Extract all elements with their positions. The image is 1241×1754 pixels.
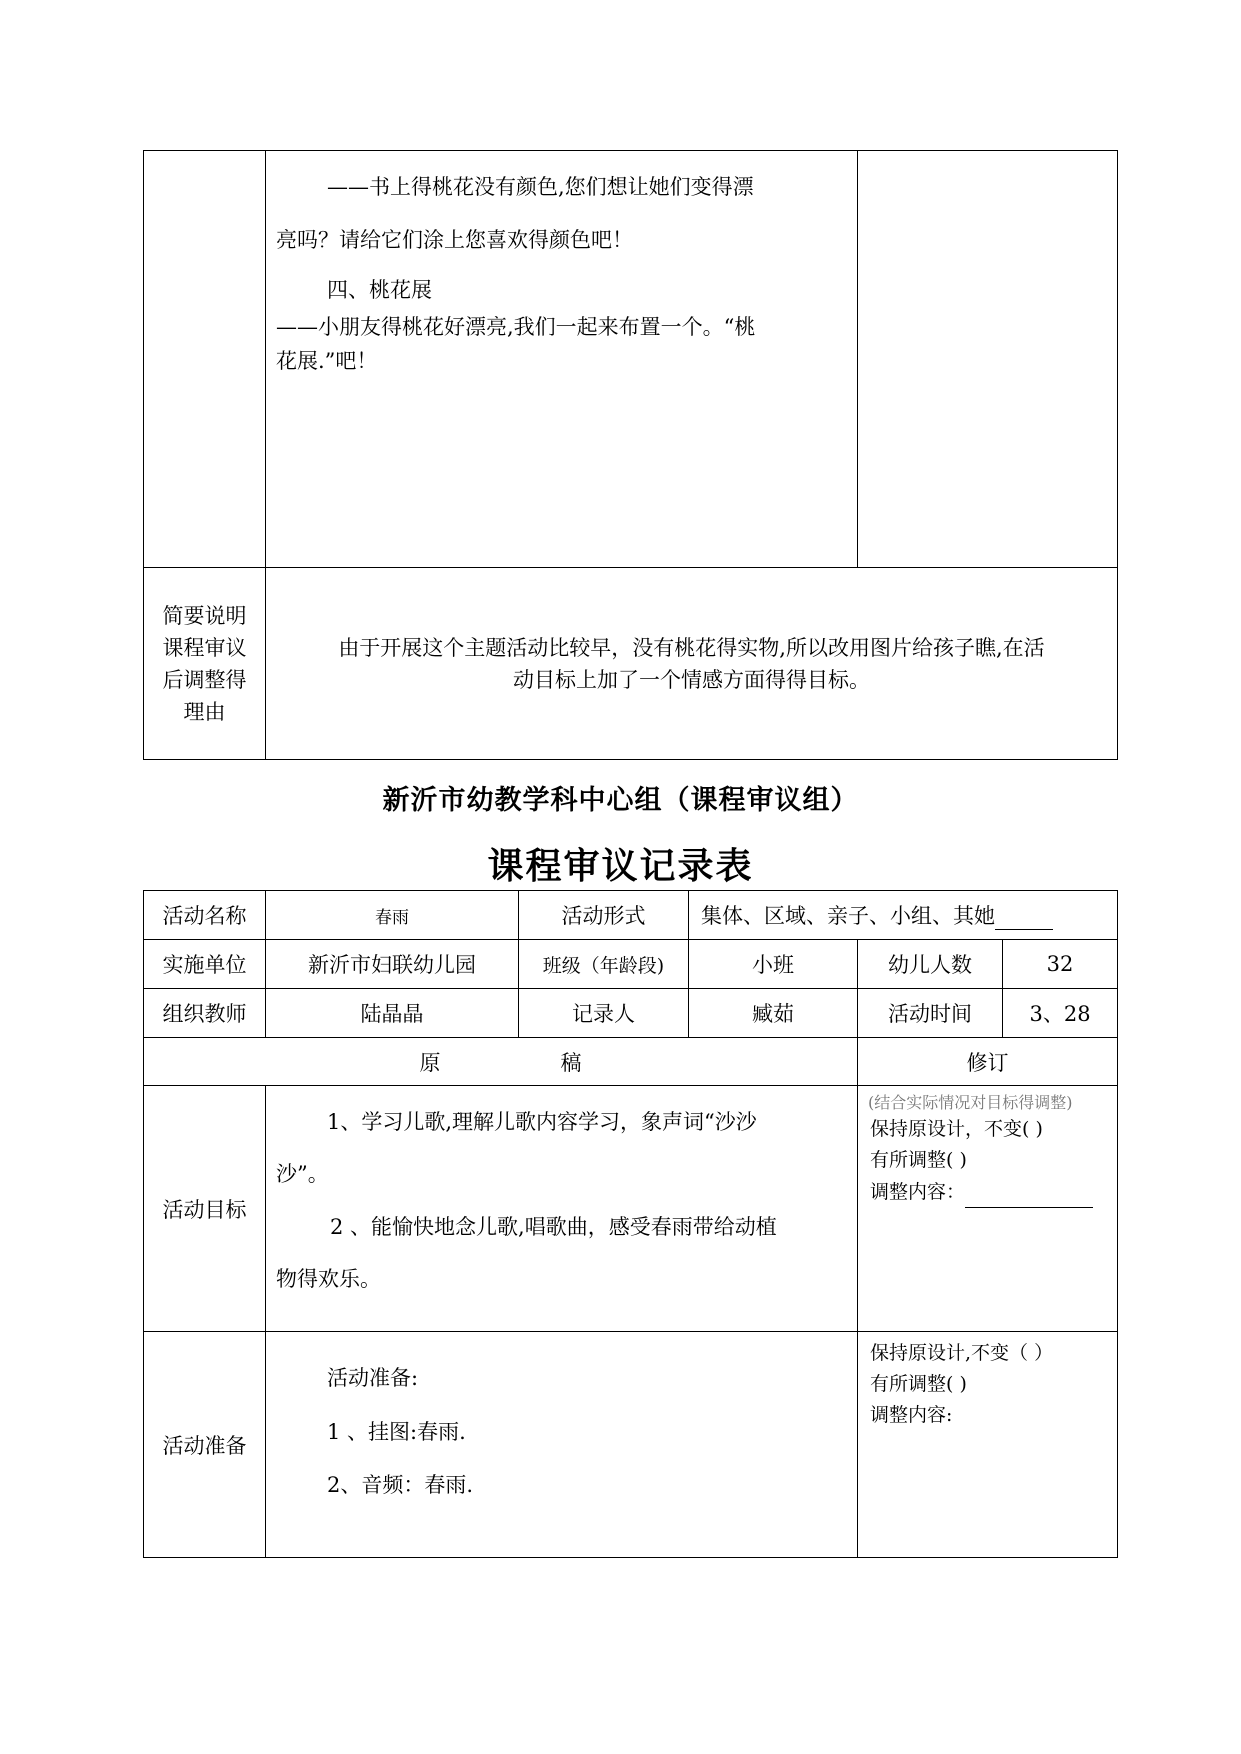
- content-line: 亮吗？请给它们涂上您喜欢得颜色吧！: [276, 228, 633, 252]
- original-draft-header: 原 稿: [144, 1038, 858, 1086]
- reason-label-line: 简要说明: [162, 603, 247, 628]
- revision-note: (结合实际情况对目标得调整): [868, 1093, 1073, 1112]
- activity-name-value: 春雨: [266, 891, 519, 940]
- continuation-table: [143, 150, 1118, 760]
- activity-time-value: 3、28: [1003, 989, 1118, 1038]
- reason-text-cell: [266, 568, 1118, 760]
- label-teacher: 组织教师: [144, 989, 266, 1038]
- label-recorder: 记录人: [519, 989, 689, 1038]
- prep-content: [266, 1332, 858, 1558]
- goal-line: 物得欢乐。: [276, 1267, 381, 1291]
- prep-label: 活动准备: [144, 1332, 266, 1558]
- goal-line: 2 、能愉快地念儿歌,唱歌曲，感受春雨带给动植: [330, 1215, 777, 1239]
- content-line: ——小朋友得桃花好漂亮,我们一起来布置一个。“桃: [276, 315, 756, 339]
- recorder-value: 臧茹: [689, 989, 858, 1038]
- organization-heading: 新沂市幼教学科中心组（课程审议组）: [382, 785, 859, 816]
- label-child-count: 幼儿人数: [858, 940, 1003, 989]
- revision-cell: [858, 151, 1118, 568]
- activity-form-value: 集体、区域、亲子、小组、其她: [689, 891, 1118, 940]
- empty-label-cell: [144, 151, 266, 568]
- goal-line: 1、学习儿歌,理解儿歌内容学习，象声词“沙沙: [327, 1110, 757, 1134]
- label-activity-name: 活动名称: [144, 891, 266, 940]
- adjust-content-field: 调整内容:: [870, 1404, 953, 1426]
- activity-content-cell: [266, 151, 858, 568]
- goals-content: [266, 1086, 858, 1332]
- reason-label-line: 理由: [183, 699, 226, 724]
- adjust-content-field: 调整内容：: [870, 1176, 1117, 1208]
- teacher-value: 陆晶晶: [266, 989, 519, 1038]
- goals-revision: [858, 1086, 1118, 1332]
- course-review-record-table: [143, 890, 1118, 1558]
- keep-design-option: 保持原设计，不变( ): [870, 1118, 1043, 1140]
- revision-header: 修订: [858, 1038, 1118, 1086]
- reason-label-cell: [144, 568, 266, 760]
- content-line: 花展.”吧！: [276, 349, 378, 373]
- prep-line: 活动准备:: [327, 1366, 419, 1390]
- goal-line: 沙”。: [276, 1162, 329, 1186]
- reason-line: 由于开展这个主题活动比较早，没有桃花得实物,所以改用图片给孩子瞧,在活: [338, 635, 1045, 660]
- blank-fill-line: [965, 1176, 1093, 1208]
- prep-line: 2、音频：春雨.: [327, 1473, 474, 1497]
- prep-line: 1 、挂图:春雨.: [327, 1420, 466, 1444]
- reason-line: 动目标上加了一个情感方面得得目标。: [513, 667, 870, 692]
- page-title: 课程审议记录表: [487, 845, 754, 887]
- adjusted-option: 有所调整( ): [870, 1149, 967, 1171]
- content-heading: 四、桃花展: [327, 278, 432, 302]
- keep-design-option: 保持原设计,不变（ ）: [870, 1342, 1054, 1364]
- class-value: 小班: [689, 940, 858, 989]
- adjusted-option: 有所调整( ): [870, 1373, 967, 1395]
- unit-value: 新沂市妇联幼儿园: [266, 940, 519, 989]
- reason-label-line: 后调整得: [162, 667, 247, 692]
- child-count-value: 32: [1003, 940, 1118, 989]
- reason-label-line: 课程审议: [162, 635, 247, 660]
- label-activity-form: 活动形式: [519, 891, 689, 940]
- label-activity-time: 活动时间: [858, 989, 1003, 1038]
- goals-label: 活动目标: [144, 1086, 266, 1332]
- content-line: ——书上得桃花没有颜色,您们想让她们变得漂: [327, 175, 754, 199]
- blank-fill-line: [995, 905, 1053, 930]
- prep-revision: [858, 1332, 1118, 1558]
- label-unit: 实施单位: [144, 940, 266, 989]
- label-class: 班级（年龄段): [519, 940, 689, 989]
